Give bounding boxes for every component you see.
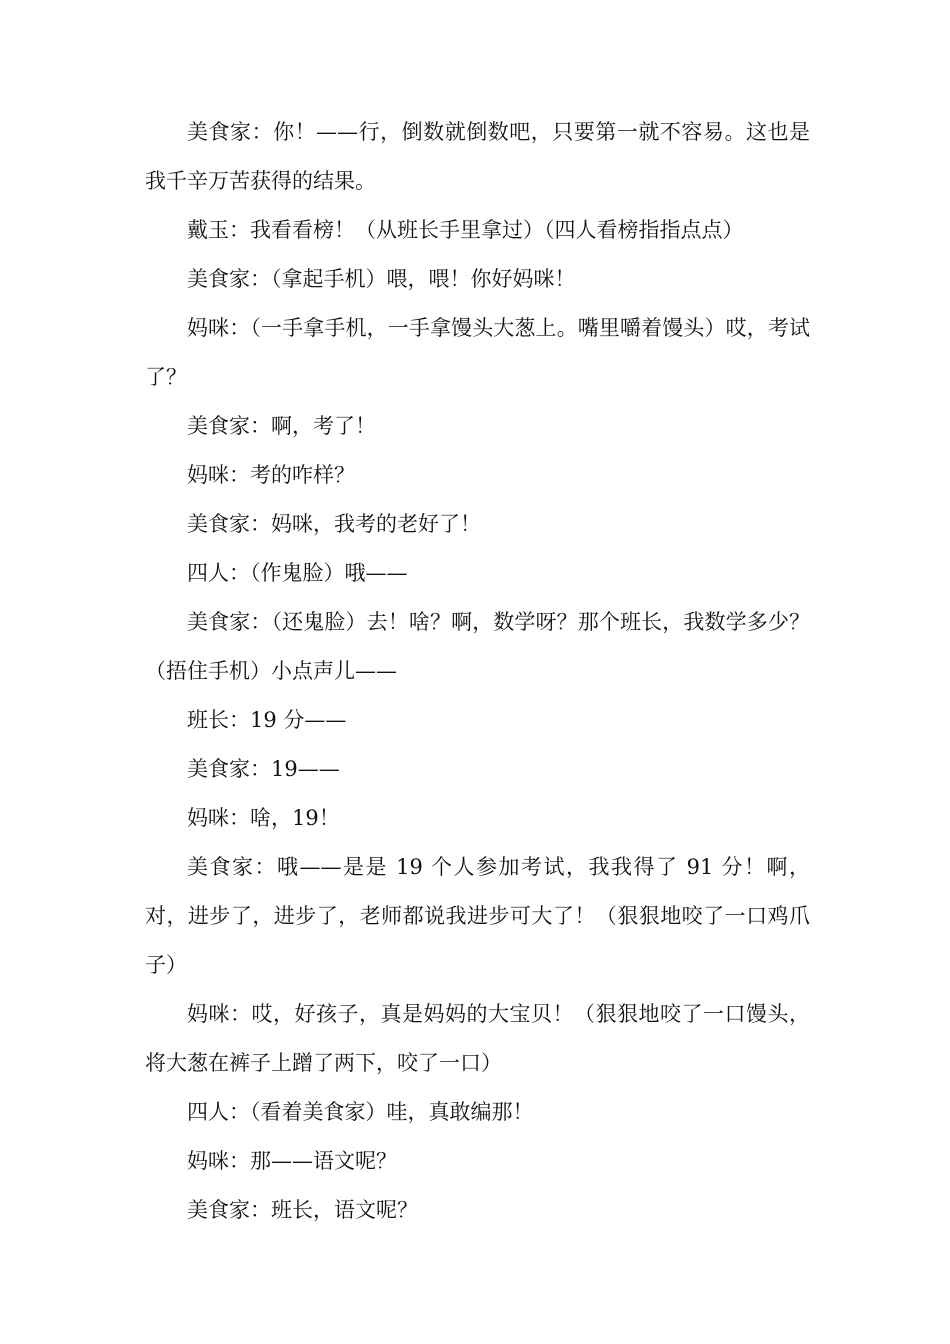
paragraph: 美食家：你！——行，倒数就倒数吧，只要第一就不容易。这也是我千辛万苦获得的结果。 <box>145 120 810 193</box>
paragraph: 美食家：（拿起手机）喂，喂！你好妈咪！ <box>187 267 576 291</box>
paragraph: 美食家：（还鬼脸）去！啥？啊，数学呀？那个班长，我数学多少？（捂住手机）小点声儿—— <box>145 610 810 683</box>
paragraph: 戴玉：我看看榜！（从班长手里拿过）（四人看榜指指点点） <box>187 218 744 242</box>
paragraph: 美食家：妈咪，我考的老好了！ <box>187 512 481 536</box>
paragraph: 妈咪：（一手拿手机，一手拿馒头大葱上。嘴里嚼着馒头）哎，考试了？ <box>145 316 810 389</box>
paragraph: 妈咪：考的咋样？ <box>187 463 355 487</box>
paragraph: 班长：19 分—— <box>187 708 347 732</box>
paragraph: 妈咪：哎，好孩子，真是妈妈的大宝贝！（狠狠地咬了一口馒头，将大葱在裤子上蹭了两下，咬了一口） <box>145 1002 810 1075</box>
paragraph: 美食家：班长，语文呢？ <box>187 1198 418 1222</box>
paragraph: 妈咪：啥，19！ <box>187 806 340 830</box>
paragraph: 美食家：啊，考了！ <box>187 414 376 438</box>
paragraph: 妈咪：那——语文呢？ <box>187 1149 397 1173</box>
paragraph: 美食家：19—— <box>187 757 340 781</box>
paragraph: 美食家：哦——是是 19 个人参加考试，我我得了 91 分！啊，对，进步了，进步了，老师都说我进步可大了！（狠狠地咬了一口鸡爪子） <box>145 855 810 977</box>
paragraph: 四人：（看着美食家）哇，真敢编那！ <box>187 1100 534 1124</box>
paragraph: 四人：（作鬼脸）哦—— <box>187 561 408 585</box>
